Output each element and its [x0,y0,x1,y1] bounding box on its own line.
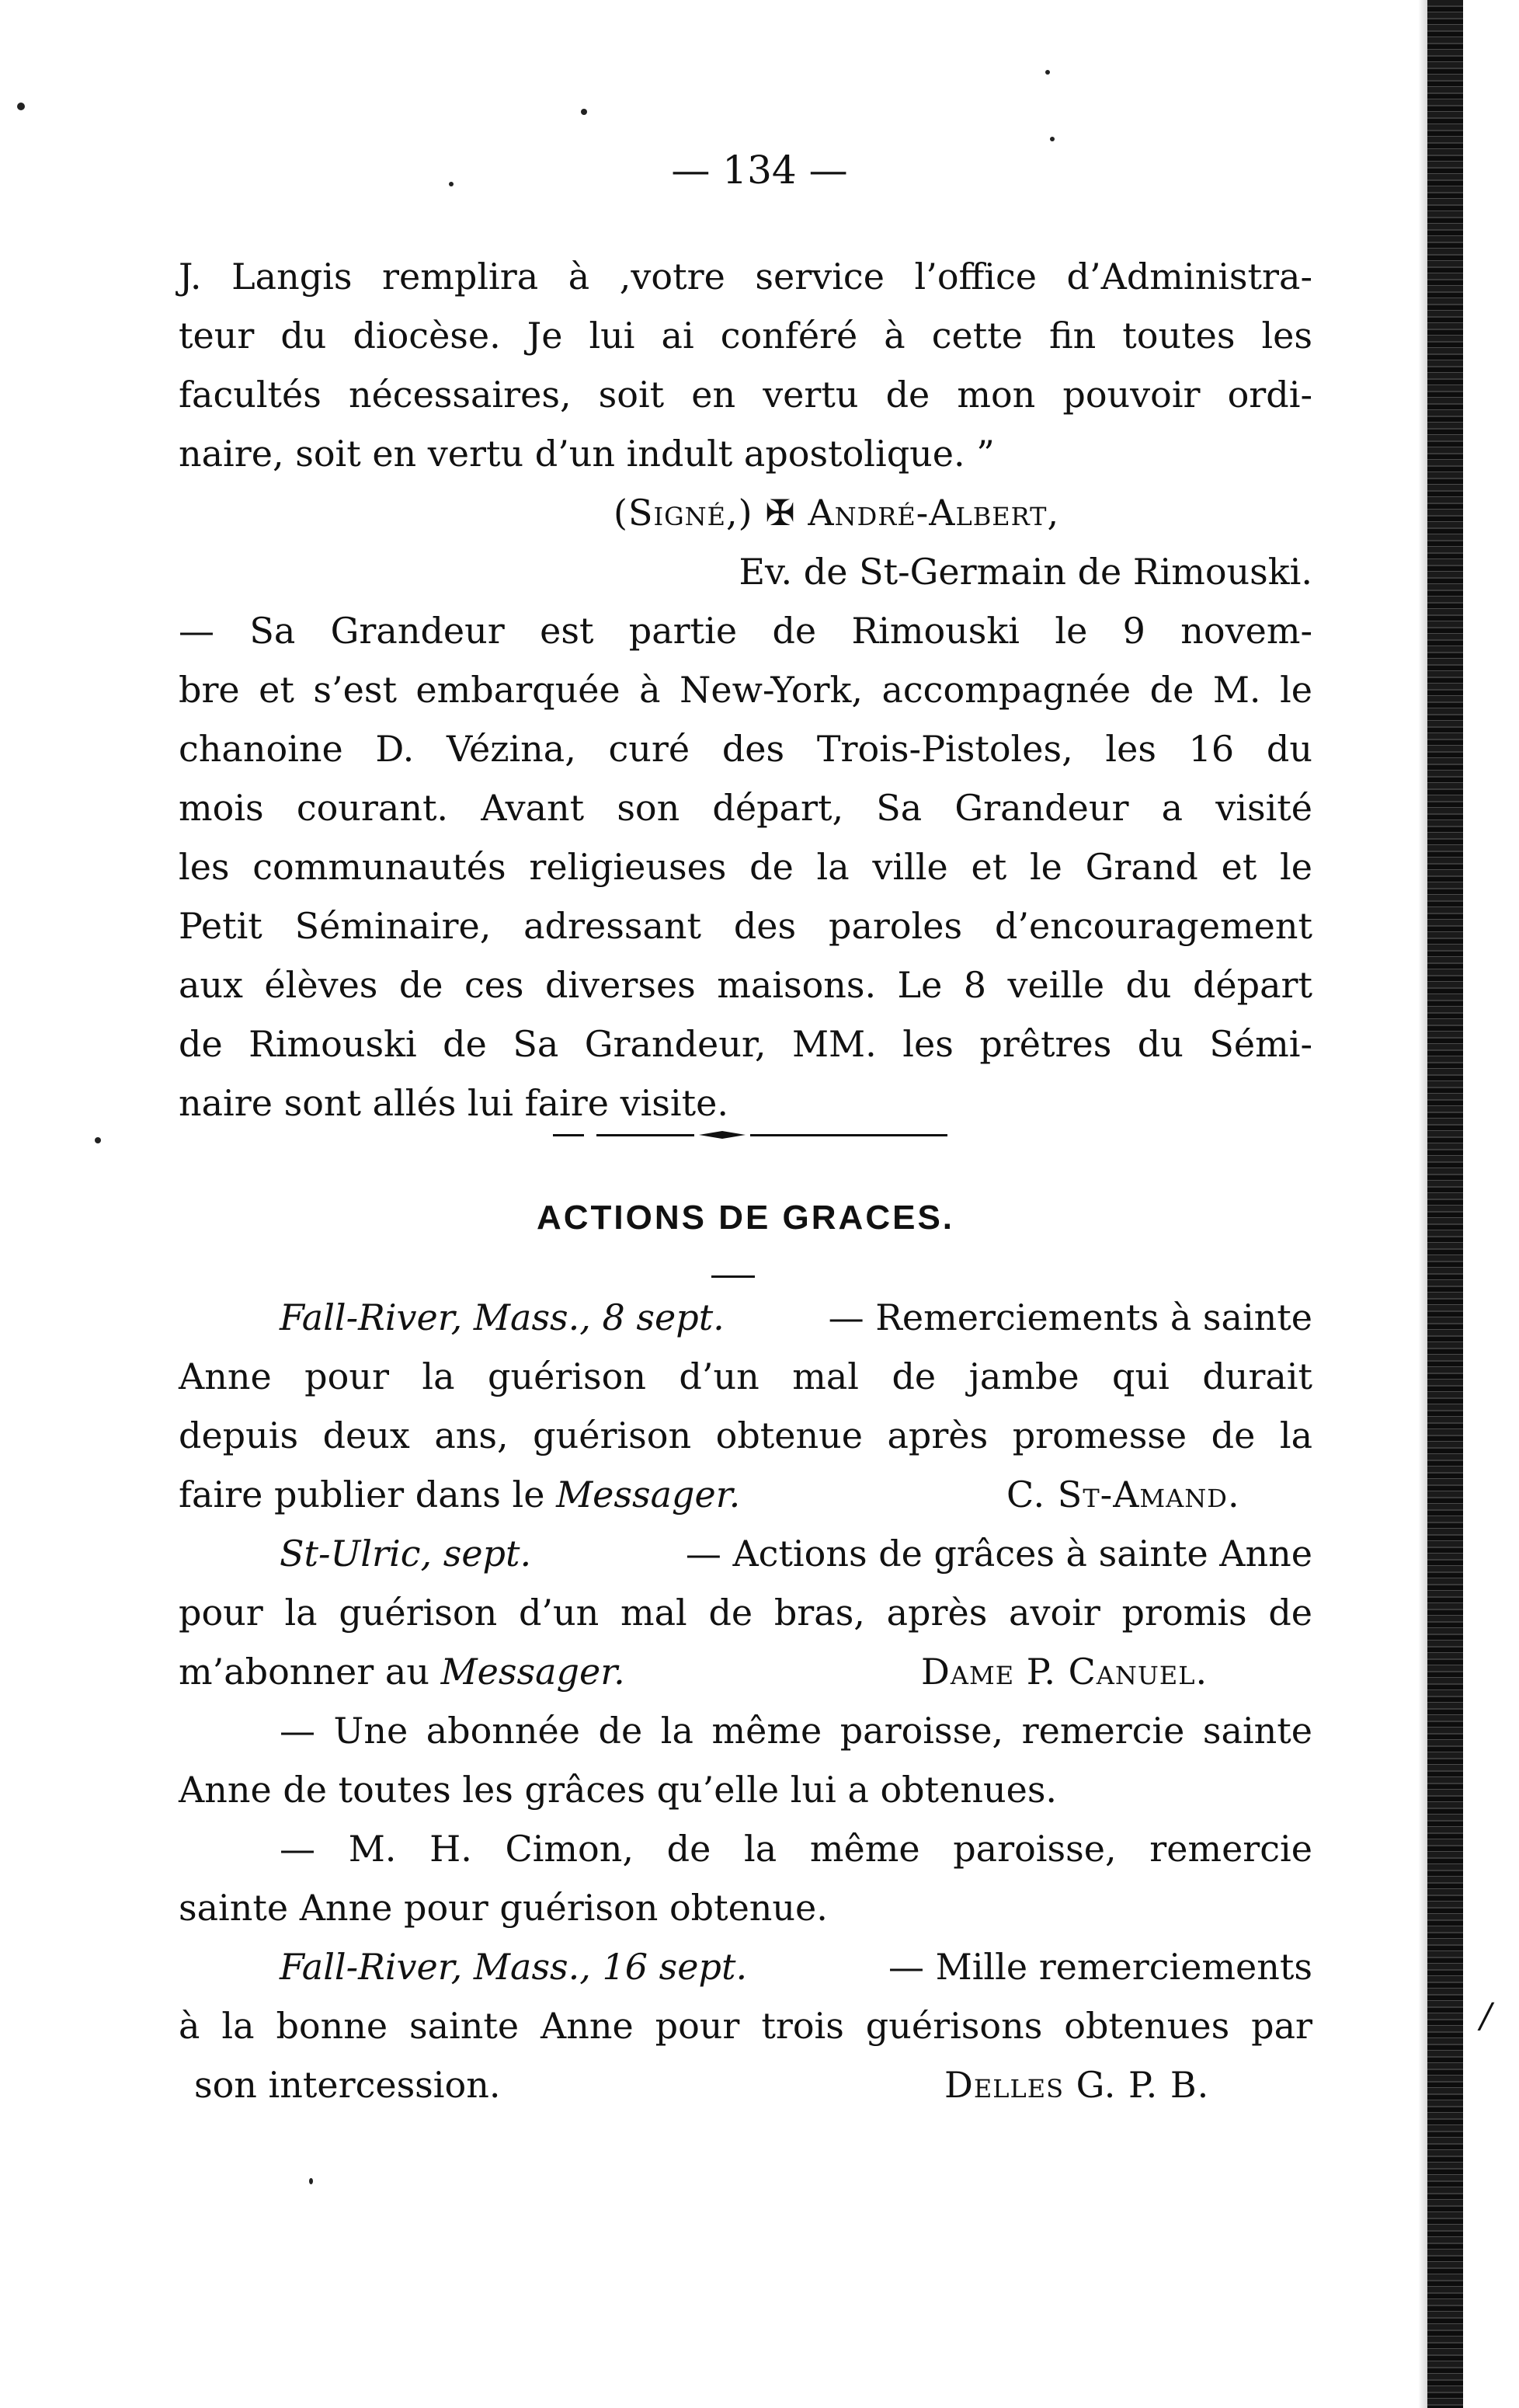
text-line: aux élèves de ces diverses maisons. Le 8 veille du départ [179,964,1312,1006]
text-line: — Remerciements à sainte [828,1296,1312,1338]
divider-rule [553,1134,584,1136]
entry-lead: Fall-River, Mass., 16 sept. [280,1946,748,1988]
text-line: — Mille remerciements [888,1946,1312,1988]
print-speck [1045,70,1050,75]
print-speck [1050,137,1055,141]
text-line [179,1642,625,1701]
text-line: Anne pour la guérison d’un mal de jambe qui durait [179,1355,1312,1397]
text-line: teur du diocèse. Je lui ai conféré à cette fin toutes les [179,315,1312,357]
text-line: chanoine D. Vézina, curé des Trois-Pistoles, les 16 du [179,728,1312,770]
page-number: — 134 — [671,148,848,193]
entry-signature: Dame P. Canuel. [921,1651,1208,1693]
text-line: de Rimouski de Sa Grandeur, MM. les prêtres du Sémi- [179,1023,1312,1065]
text-line: les communautés religieuses de la ville et le Grand et le [179,846,1312,888]
signature-line [614,483,1059,542]
text-line: — M. H. Cimon, de la même paroisse, remercie [280,1828,1312,1870]
text-line: pour la guérison d’un mal de bras, après avoir promis de [179,1592,1312,1634]
entry-lead: St-Ulric, sept. [280,1533,532,1575]
section-title: ACTIONS DE GRACES. [536,1199,955,1237]
text-line: mois courant. Avant son départ, Sa Grandeur a visité [179,787,1312,829]
divider-ornament [699,1129,746,1140]
book-spine-edge [1427,0,1463,2408]
text-segment: m’abonner au [179,1651,429,1693]
text-line: J. Langis remplira à ,votre service l’office d’Administra- [179,256,1312,298]
text-line: Anne de toutes les grâces qu’elle lui a obtenues. [179,1769,1058,1811]
print-speck [17,103,25,110]
text-line: son intercession. [194,2064,501,2106]
text-line: sainte Anne pour guérison obtenue. [179,1887,828,1929]
text-line: naire sont allés lui faire visite. [179,1082,728,1124]
divider-rule [750,1134,947,1136]
print-speck [581,109,587,115]
short-rule [711,1275,755,1278]
text-line [179,1465,740,1524]
entry-signature: C. St-Amand. [1006,1474,1240,1515]
text-line: depuis deux ans, guérison obtenue après promesse de la [179,1415,1312,1456]
text-line: — Une abonnée de la même paroisse, remercie sainte [280,1710,1312,1752]
text-line: naire, soit en vertu d’un indult apostolique. ” [179,433,995,475]
entry-signature: Delles G. P. B. [944,2064,1210,2106]
text-segment: faire publier dans le [179,1474,545,1515]
signature-title: Ev. de St-Germain de Rimouski. [739,551,1312,593]
entry-lead: Fall-River, Mass., 8 sept. [280,1296,725,1338]
publication-name: Messager. [556,1474,741,1515]
publication-name: Messager. [440,1651,625,1693]
print-speck [309,2178,313,2184]
margin-mark: / [1480,1996,1492,2036]
signature-name: (Signé,) ✠ André-Albert, [614,492,1060,534]
text-line: bre et s’est embarquée à New-York, accompagnée de M. le [179,669,1312,711]
divider-rule [596,1134,694,1136]
text-line: à la bonne sainte Anne pour trois guérisons obtenues par [179,2005,1312,2047]
text-line: facultés nécessaires, soit en vertu de mon pouvoir ordi- [179,374,1312,416]
print-speck [95,1137,101,1143]
text-line: — Sa Grandeur est partie de Rimouski le 9 novem- [179,610,1312,652]
text-line: Petit Séminaire, adressant des paroles d’encouragement [179,905,1312,947]
text-line: — Actions de grâces à sainte Anne [685,1533,1312,1575]
